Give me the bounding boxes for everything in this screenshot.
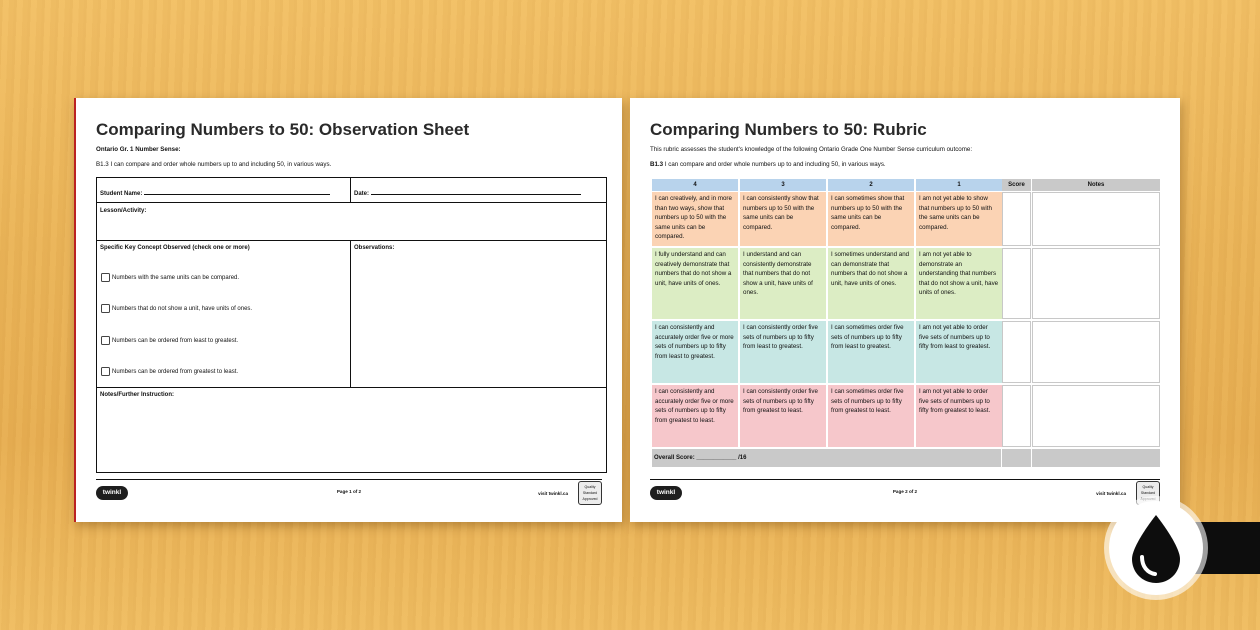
- lesson-cell[interactable]: [97, 203, 607, 241]
- key-concept-label: Specific Key Concept Observed (check one or more): [100, 245, 250, 251]
- rubric-cell: I am not yet able to demonstrate an understanding that numbers that do not show a unit, have units of ones.: [916, 248, 1002, 319]
- header-level-2: 2: [828, 179, 914, 191]
- rubric-cell: I am not yet able to order five sets of numbers up to fifty from greatest to least.: [916, 385, 1002, 447]
- curriculum-heading: Ontario Gr. 1 Number Sense:: [96, 146, 181, 153]
- page-footer: [650, 479, 1160, 507]
- checklist-item[interactable]: Numbers that do not show a unit, have units of ones.: [101, 304, 252, 313]
- rubric-table: [652, 179, 1160, 470]
- rubric-cell: I can consistently and accurately order five or more sets of numbers up to fifty from least to greatest.: [652, 321, 738, 383]
- twinkl-logo: twinkl: [96, 486, 128, 500]
- date-label: Date:: [354, 191, 370, 197]
- score-cell[interactable]: [1002, 248, 1031, 319]
- notes-cell[interactable]: [1032, 192, 1160, 246]
- checklist-item[interactable]: Numbers can be ordered from least to greatest.: [101, 336, 238, 345]
- checkbox[interactable]: [101, 304, 110, 313]
- curriculum-outcome: B1.3 I can compare and order whole numbers up to and including 50, in various ways.: [96, 161, 332, 168]
- rubric-intro: This rubric assesses the student's knowledge of the following Ontario Grade One Number Sense curriculum outcome:: [650, 146, 973, 153]
- header-level-4: 4: [652, 179, 738, 191]
- notes-cell[interactable]: [1032, 321, 1160, 383]
- header-notes: Notes: [1032, 179, 1160, 191]
- lesson-label: Lesson/Activity:: [100, 208, 147, 214]
- page-number: Page 1 of 2: [336, 489, 362, 494]
- checklist-item[interactable]: Numbers with the same units can be compared.: [101, 273, 239, 282]
- overall-notes-cell[interactable]: [1032, 449, 1160, 467]
- quality-badge-icon: Quality Standard Approved: [578, 481, 602, 505]
- quality-badge-icon: Quality Standard Approved: [1136, 481, 1160, 505]
- rubric-cell: I am not yet able to order five sets of numbers up to fifty from least to greatest.: [916, 321, 1002, 383]
- rubric-cell: I understand and can consistently demonstrate that numbers that do not show a unit, have units of ones.: [740, 248, 826, 319]
- page-footer: [96, 479, 602, 507]
- notes-label: Notes/Further Instruction:: [100, 392, 175, 398]
- observations-label: Observations:: [354, 245, 395, 251]
- ink-drop-button[interactable]: [1109, 501, 1203, 595]
- rubric-page: [630, 98, 1180, 522]
- overall-score: Overall Score: ____________ /16: [652, 449, 1001, 467]
- checkbox[interactable]: [101, 367, 110, 376]
- rubric-cell: I sometimes understand and can demonstrate that numbers that do not show a unit, have units of ones.: [828, 248, 914, 319]
- key-concept-cell: [97, 241, 351, 388]
- overall-score-cell[interactable]: [1002, 449, 1031, 467]
- checklist-item[interactable]: Numbers can be ordered from greatest to least.: [101, 367, 238, 376]
- notes-cell[interactable]: [1032, 248, 1160, 319]
- rubric-cell: I fully understand and can creatively demonstrate that numbers that do not show a unit, have units of ones.: [652, 248, 738, 319]
- rubric-cell: I can sometimes show that numbers up to 50 with the same units can be compared.: [828, 192, 914, 246]
- website-link[interactable]: visit twinkl.ca: [1096, 491, 1126, 496]
- rubric-cell: I can consistently order five sets of numbers up to fifty from least to greatest.: [740, 321, 826, 383]
- score-cell[interactable]: [1002, 321, 1031, 383]
- rubric-cell: I can consistently order five sets of numbers up to fifty from greatest to least.: [740, 385, 826, 447]
- rubric-cell: I can sometimes order five sets of numbers up to fifty from greatest to least.: [828, 385, 914, 447]
- score-cell[interactable]: [1002, 192, 1031, 246]
- website-link[interactable]: visit twinkl.ca: [538, 491, 568, 496]
- checkbox[interactable]: [101, 336, 110, 345]
- ink-drop-icon: [1126, 513, 1186, 585]
- page-number: Page 2 of 2: [892, 489, 918, 494]
- student-name-cell[interactable]: [97, 178, 351, 203]
- twinkl-logo: twinkl: [650, 486, 682, 500]
- observation-form: [96, 177, 607, 473]
- notes-cell[interactable]: [97, 388, 607, 472]
- rubric-cell: I can sometimes order five sets of numbers up to fifty from least to greatest.: [828, 321, 914, 383]
- observation-sheet-title: Comparing Numbers to 50: Observation Sheet: [96, 120, 470, 139]
- rubric-cell: I can consistently and accurately order five or more sets of numbers up to fifty from greatest to least.: [652, 385, 738, 447]
- rubric-cell: I can creatively, and in more than two ways, show that numbers up to 50 with the same units can be compared.: [652, 192, 738, 246]
- student-name-line[interactable]: [144, 194, 330, 195]
- header-level-1: 1: [916, 179, 1002, 191]
- rubric-cell: I can consistently show that numbers up to 50 with the same units can be compared.: [740, 192, 826, 246]
- date-line[interactable]: [371, 194, 581, 195]
- rubric-outcome: B1.3 I can compare and order whole numbers up to and including 50, in various ways.: [650, 161, 886, 168]
- rubric-title: Comparing Numbers to 50: Rubric: [650, 120, 927, 139]
- score-cell[interactable]: [1002, 385, 1031, 447]
- rubric-cell: I am not yet able to show that numbers up to 50 with the same units can be compared.: [916, 192, 1002, 246]
- date-cell[interactable]: [351, 178, 607, 203]
- header-score: Score: [1002, 179, 1031, 191]
- observations-cell[interactable]: [351, 241, 607, 388]
- notes-cell[interactable]: [1032, 385, 1160, 447]
- observation-sheet-page: [74, 98, 622, 522]
- header-level-3: 3: [740, 179, 826, 191]
- checkbox[interactable]: [101, 273, 110, 282]
- student-name-label: Student Name:: [100, 191, 143, 197]
